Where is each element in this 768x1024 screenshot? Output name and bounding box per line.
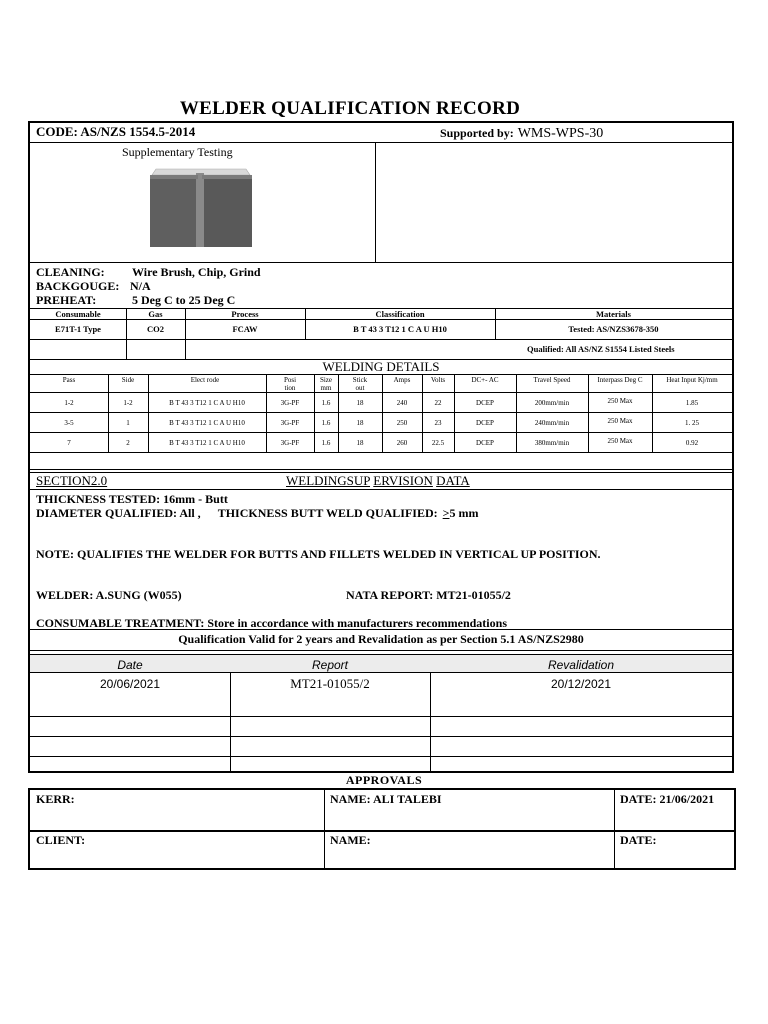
stickout-cell: 18 — [356, 419, 364, 427]
client-name-label: NAME: — [330, 833, 371, 847]
gas-value: CO2 — [147, 324, 164, 334]
record-revalidation: 20/12/2021 — [550, 677, 612, 691]
supervision-heading — [286, 473, 470, 489]
record-frame — [28, 121, 734, 773]
interpass-cell: 250 Max — [607, 437, 633, 445]
current-cell: DCEP — [476, 439, 494, 447]
materials-header: Materials — [596, 309, 631, 319]
supported-by-label: Supported by: — [440, 126, 514, 140]
section-label: SECTION2.0 — [36, 473, 108, 488]
cleaning-label: CLEANING: — [36, 265, 105, 279]
heat-input-cell: 0.92 — [685, 439, 699, 447]
approver-name: NAME: ALI TALEBI — [330, 792, 442, 806]
position-cell: 3G-PF — [280, 439, 300, 447]
process-value: FCAW — [232, 324, 258, 334]
consumable-treatment: CONSUMABLE TREATMENT: Store in accordance with manufacturers recommendations — [36, 616, 507, 630]
record-report: MT21-01055/2 — [290, 676, 370, 691]
thickness-butt-label: THICKNESS BUTT WELD QUALIFIED: — [217, 506, 438, 520]
side-cell: 1-2 — [123, 399, 133, 407]
gas-header: Gas — [148, 309, 163, 319]
position-cell: 3G-PF — [280, 399, 300, 407]
volts-cell: 22.5 — [431, 439, 445, 447]
side-cell: 1 — [126, 419, 130, 427]
position-cell: 3G-PF — [280, 419, 300, 427]
travel-speed-cell: 200mm/min — [534, 399, 570, 407]
current-cell: DCEP — [476, 399, 494, 407]
amps-cell: 240 — [396, 399, 408, 407]
materials-qualified: Qualified: All AS/NZ S1554 Listed Steels — [527, 344, 675, 354]
interpass-cell: 250 Max — [607, 397, 633, 405]
travel-speed-cell: 240mm/min — [534, 419, 570, 427]
stickout-header: Stick out — [352, 376, 368, 392]
materials-tested: Tested: AS/NZS3678-350 — [568, 324, 659, 334]
volts-header: Volts — [430, 376, 446, 384]
size-cell: 1.6 — [321, 419, 331, 427]
consumable-value: E71T-1 Type — [55, 324, 101, 334]
heat-input-cell: 1. 25 — [685, 419, 699, 427]
approvals-heading: APPROVALS — [345, 773, 423, 787]
process-header: Process — [231, 309, 259, 319]
side-cell: 2 — [126, 439, 130, 447]
cleaning-value: Wire Brush, Chip, Grind — [132, 265, 261, 279]
code-label: CODE: AS/NZS 1554.5-2014 — [36, 124, 196, 139]
revalidation-header: Revalidation — [547, 658, 615, 672]
amps-cell: 250 — [396, 419, 408, 427]
kerr-label: KERR: — [36, 792, 75, 806]
welder-name: WELDER: A.SUNG (W055) — [36, 588, 182, 602]
electrode-header: Elect rode — [190, 376, 220, 384]
supported-by — [440, 124, 603, 142]
backgouge-value: N/A — [130, 279, 151, 293]
record-date: 20/06/2021 — [99, 677, 161, 691]
heat-input-cell: 1.85 — [685, 399, 699, 407]
classification-value: B T 43 3 T12 1 C A U H10 — [353, 324, 447, 334]
interpass-header: Interpass Deg C — [597, 376, 643, 384]
stickout-cell: 18 — [356, 399, 364, 407]
report-header: Report — [311, 658, 349, 672]
volts-cell: 22 — [434, 399, 442, 407]
amps-header: Amps — [393, 376, 411, 384]
backgouge-label: BACKGOUGE: — [36, 279, 120, 293]
client-date-label: DATE: — [620, 833, 657, 847]
qualification-note: NOTE: QUALIFIES THE WELDER FOR BUTTS AND FILLETS WELDED IN VERTICAL UP POSITION. — [36, 547, 601, 561]
diameter-qualified — [36, 506, 478, 521]
heat-input-header: Heat Input Kj/mm — [666, 376, 718, 384]
current-cell: DCEP — [476, 419, 494, 427]
thickness-tested: THICKNESS TESTED: 16mm - Butt — [36, 492, 228, 506]
position-header: Posi tion — [283, 376, 297, 392]
consumable-header: Consumable — [55, 309, 101, 319]
travel-speed-header: Travel Speed — [533, 376, 571, 384]
diameter-qualified-text: DIAMETER QUALIFIED: All , — [36, 506, 201, 520]
client-label: CLIENT: — [36, 833, 86, 847]
pass-header: Pass — [62, 376, 76, 384]
size-cell: 1.6 — [321, 439, 331, 447]
pass-cell: 7 — [67, 439, 71, 447]
thickness-butt-value: 5 mm — [449, 506, 479, 520]
preheat-value: 5 Deg C to 25 Deg C — [132, 293, 236, 307]
size-cell: 1.6 — [321, 399, 331, 407]
weld-plate-image — [146, 167, 256, 254]
validity-statement: Qualification Valid for 2 years and Revalidation as per Section 5.1 AS/NZS2980 — [178, 632, 584, 646]
size-header: Size mm — [319, 376, 333, 392]
date-header: Date — [117, 658, 143, 672]
travel-speed-cell: 380mm/min — [534, 439, 570, 447]
supervision-heading-part: WELDINGSUP — [286, 473, 371, 488]
welding-details-heading: WELDING DETAILS — [322, 359, 440, 374]
supervision-heading-part: DATA — [436, 473, 470, 488]
supervision-heading-part: ERVISION — [373, 473, 433, 488]
electrode-cell: B T 43 3 T12 1 C A U H10 — [169, 399, 245, 407]
volts-cell: 23 — [434, 419, 442, 427]
classification-header: Classification — [375, 309, 425, 319]
pass-cell: 3-5 — [64, 419, 74, 427]
page-title: WELDER QUALIFICATION RECORD — [179, 98, 521, 119]
amps-cell: 260 — [396, 439, 408, 447]
approval-date: DATE: 21/06/2021 — [620, 792, 715, 806]
electrode-cell: B T 43 3 T12 1 C A U H10 — [169, 419, 245, 427]
side-header: Side — [121, 376, 135, 384]
nata-report: NATA REPORT: MT21-01055/2 — [346, 588, 511, 602]
preheat-label: PREHEAT: — [36, 293, 97, 307]
approvals-frame — [28, 788, 736, 870]
supplementary-testing-label: Supplementary Testing — [122, 145, 233, 159]
electrode-cell: B T 43 3 T12 1 C A U H10 — [169, 439, 245, 447]
stickout-cell: 18 — [356, 439, 364, 447]
interpass-cell: 250 Max — [607, 417, 633, 425]
supported-by-value: WMS-WPS-30 — [517, 126, 604, 141]
pass-cell: 1-2 — [64, 399, 74, 407]
greater-equal-icon: > — [442, 506, 450, 520]
current-header: DC+- AC — [471, 376, 499, 384]
